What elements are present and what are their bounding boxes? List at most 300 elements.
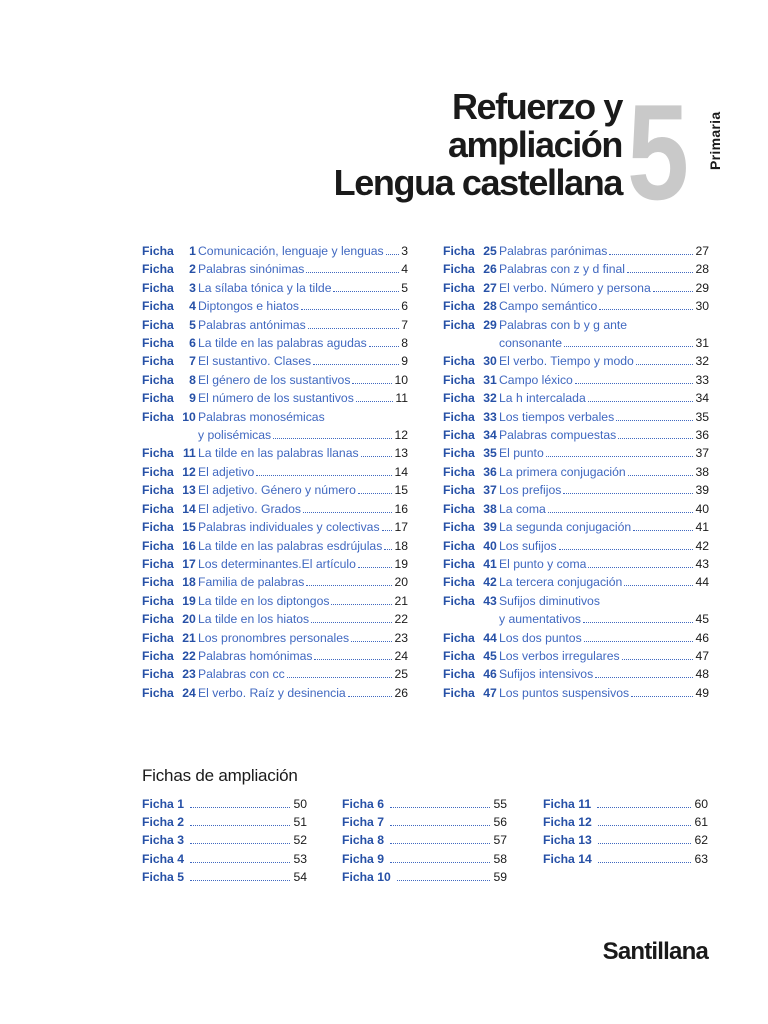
toc-entry-page: 35 — [695, 409, 709, 424]
toc-entry[interactable] — [443, 408, 709, 426]
toc-entry-title: Palabras sinónimas — [198, 262, 305, 277]
toc-entry-ficha — [443, 629, 499, 647]
toc-entry-number: 10 — [182, 409, 196, 424]
toc-entry-ficha — [142, 555, 198, 573]
toc-entry-number: 28 — [483, 299, 497, 314]
toc-entry[interactable] — [443, 426, 709, 444]
toc-entry-ficha — [142, 260, 198, 278]
toc-entry-number: 8 — [189, 372, 196, 387]
toc-entry-ficha-label: Ficha — [142, 280, 174, 295]
toc-entry[interactable] — [142, 592, 408, 610]
toc-entry-ficha-label: Ficha — [142, 372, 174, 387]
toc-entry-body — [198, 297, 408, 315]
toc-entry-ficha-label: Ficha — [142, 446, 174, 461]
toc-entry[interactable] — [443, 555, 709, 573]
toc-entry[interactable] — [142, 408, 408, 426]
toc-entry[interactable] — [443, 481, 709, 499]
ampliacion-entry[interactable] — [142, 831, 307, 849]
ampliacion-entry[interactable] — [142, 795, 307, 813]
toc-entry-ficha-label: Ficha — [142, 244, 174, 258]
dot-leader — [390, 825, 490, 826]
ampliacion-entry-page: 59 — [493, 869, 507, 884]
toc-entry[interactable] — [142, 665, 408, 683]
toc-entry-body — [198, 426, 408, 444]
toc-entry-ficha-label: Ficha — [443, 244, 475, 258]
ampliacion-entry-page: 54 — [293, 869, 307, 884]
dot-leader — [361, 456, 393, 457]
toc-entry-page: 44 — [695, 575, 709, 590]
toc-entry-ficha — [443, 573, 499, 591]
toc-entry-body — [499, 408, 709, 426]
toc-entry-number: 44 — [483, 630, 497, 645]
toc-entry-title: La tilde en los hiatos — [198, 612, 310, 627]
toc-entry-ficha-label: Ficha — [142, 648, 174, 663]
ampliacion-entry-page: 58 — [493, 851, 507, 866]
toc-entry[interactable] — [443, 592, 709, 610]
toc-entry[interactable] — [142, 481, 408, 499]
toc-entry-body — [499, 647, 709, 665]
dot-leader — [390, 843, 490, 844]
dot-leader — [356, 401, 394, 402]
dot-leader — [622, 659, 694, 660]
ampliacion-entry[interactable] — [342, 868, 507, 886]
toc-entry-ficha — [142, 371, 198, 389]
dot-leader — [624, 585, 693, 586]
toc-entry-body — [499, 334, 709, 352]
toc-entry[interactable] — [443, 573, 709, 591]
dot-leader — [631, 696, 693, 697]
toc-entry-page: 8 — [401, 336, 408, 351]
toc-entry[interactable] — [142, 444, 408, 462]
dot-leader — [598, 843, 692, 844]
ampliacion-entry[interactable] — [543, 831, 708, 849]
toc-entry-page: 11 — [395, 391, 408, 406]
toc-entry-title: Los verbos irregulares — [499, 648, 620, 663]
toc-entry-title: El adjetivo. Grados — [198, 501, 301, 516]
ampliacion-entry-page: 52 — [293, 833, 307, 848]
toc-entry[interactable] — [142, 518, 408, 536]
toc-entry-ficha-label: Ficha — [443, 428, 475, 443]
dot-leader — [584, 641, 694, 642]
toc-entry-page: 38 — [695, 464, 709, 479]
toc-entry-ficha-label: Ficha — [443, 372, 475, 387]
title-line-2: ampliación — [447, 124, 622, 165]
dot-leader — [633, 530, 693, 531]
toc-entry-page: 41 — [695, 520, 709, 535]
toc-entry-title: Los prefijos — [499, 483, 562, 498]
toc-entry[interactable] — [142, 334, 408, 352]
toc-entry-ficha — [443, 500, 499, 518]
toc-entry-title: La primera conjugación — [499, 464, 626, 479]
ampliacion-entry-label: Ficha 5 — [142, 869, 184, 884]
toc-entry-page: 18 — [394, 538, 408, 553]
ampliacion-entry[interactable] — [142, 813, 307, 831]
dot-leader — [628, 475, 694, 476]
toc-entry-page: 26 — [394, 685, 408, 700]
toc-entry-ficha-label: Ficha — [443, 409, 475, 424]
toc-entry-ficha-label: Ficha — [443, 538, 475, 553]
toc-entry-number: 46 — [483, 667, 497, 682]
toc-entry[interactable] — [443, 279, 709, 297]
toc-entry-ficha-label: Ficha — [142, 630, 174, 645]
toc-entry-number: 14 — [182, 501, 196, 516]
toc-entry-ficha — [443, 647, 499, 665]
ampliacion-entry-label: Ficha 12 — [543, 815, 592, 830]
dot-leader — [303, 512, 392, 513]
dot-leader — [306, 585, 392, 586]
toc-entry-ficha-label: Ficha — [443, 483, 475, 498]
ampliacion-entry-label: Ficha 11 — [543, 797, 592, 811]
toc-entry[interactable] — [142, 426, 408, 444]
toc-entry-body — [499, 481, 709, 499]
toc-entry-title: Los tiempos verbales — [499, 409, 615, 424]
toc-entry[interactable] — [443, 334, 709, 352]
toc-entry-ficha — [443, 297, 499, 315]
dot-leader — [653, 291, 694, 292]
toc-entry[interactable] — [142, 610, 408, 628]
toc-entry-ficha — [443, 389, 499, 407]
dot-leader — [384, 549, 392, 550]
toc-entry-ficha-label: Ficha — [142, 685, 174, 700]
toc-entry-ficha — [142, 279, 198, 297]
toc-entry-ficha — [142, 334, 198, 352]
dot-leader — [390, 807, 490, 808]
toc-entry-page: 33 — [695, 372, 709, 387]
toc-entry-page: 40 — [695, 501, 709, 516]
toc-entry[interactable] — [142, 573, 408, 591]
toc-entry-number: 13 — [182, 483, 196, 498]
ampliacion-column-3 — [543, 795, 708, 868]
toc-entry-ficha-label: Ficha — [142, 538, 174, 553]
toc-entry-number: 23 — [182, 667, 196, 682]
toc-entry-body — [198, 647, 408, 665]
toc-entry[interactable] — [443, 610, 709, 628]
dot-leader — [301, 309, 399, 310]
ampliacion-entry[interactable] — [142, 850, 307, 868]
dot-leader — [636, 364, 694, 365]
toc-entry-ficha-label: Ficha — [142, 409, 174, 424]
toc-entry-ficha-label: Ficha — [142, 520, 174, 535]
toc-entry-ficha — [142, 352, 198, 370]
toc-entry[interactable] — [142, 260, 408, 278]
toc-entry[interactable] — [443, 684, 709, 702]
ampliacion-entry[interactable] — [543, 795, 708, 813]
toc-entry-number: 7 — [189, 354, 196, 369]
toc-entry-number: 21 — [182, 630, 196, 645]
toc-entry-body — [198, 334, 408, 352]
ampliacion-entry-label: Ficha 8 — [342, 833, 384, 848]
toc-entry[interactable] — [443, 463, 709, 481]
toc-entry-title: Palabras con b y g ante — [499, 317, 628, 332]
toc-entry-number: 25 — [483, 244, 497, 258]
toc-entry-ficha — [443, 260, 499, 278]
toc-entry-body — [198, 316, 408, 334]
toc-entry[interactable] — [443, 647, 709, 665]
toc-entry[interactable] — [142, 352, 408, 370]
toc-entry[interactable] — [443, 242, 709, 260]
toc-entry[interactable] — [142, 389, 408, 407]
dot-leader — [190, 843, 290, 844]
toc-entry[interactable] — [443, 297, 709, 315]
ampliacion-entry-label: Ficha 13 — [543, 833, 592, 848]
toc-entry[interactable] — [142, 297, 408, 315]
dot-leader — [627, 272, 693, 273]
toc-entry-title: El adjetivo — [198, 464, 255, 479]
toc-entry-ficha — [443, 371, 499, 389]
ampliacion-entry-page: 56 — [493, 815, 507, 830]
toc-entry-ficha-label: Ficha — [142, 336, 174, 351]
toc-entry-number: 2 — [189, 262, 196, 277]
toc-entry-body — [499, 297, 709, 315]
toc-entry-body — [499, 260, 709, 278]
dot-leader — [358, 567, 393, 568]
ampliacion-column-1 — [142, 795, 307, 886]
toc-entry-page: 48 — [695, 667, 709, 682]
dot-leader — [369, 346, 400, 347]
ampliacion-entry-label: Ficha 2 — [142, 815, 184, 830]
toc-entry-body — [198, 684, 408, 702]
toc-entry-body — [198, 481, 408, 499]
toc-entry-ficha — [443, 684, 499, 702]
toc-entry-ficha-label: Ficha — [142, 354, 174, 369]
toc-entry-body — [198, 444, 408, 462]
toc-entry-number: 3 — [189, 280, 196, 295]
dot-leader — [190, 862, 290, 863]
toc-entry-ficha — [142, 610, 198, 628]
toc-entry-body — [499, 573, 709, 591]
toc-entry-number: 6 — [189, 336, 196, 351]
toc-entry-page: 27 — [695, 244, 709, 258]
toc-entry-ficha-label: Ficha — [443, 593, 475, 608]
dot-leader — [548, 512, 694, 513]
toc-entry[interactable] — [443, 500, 709, 518]
toc-entry-number: 40 — [483, 538, 497, 553]
toc-entry-ficha — [142, 573, 198, 591]
toc-entry-title: La coma — [499, 501, 546, 516]
toc-entry-body — [198, 518, 408, 536]
toc-entry-title: Los dos puntos — [499, 630, 582, 645]
toc-entry-ficha-label: Ficha — [443, 446, 475, 461]
ampliacion-entry-label: Ficha 9 — [342, 851, 384, 866]
toc-entry-body — [198, 463, 408, 481]
toc-entry[interactable] — [443, 665, 709, 683]
toc-entry-title: La tilde en las palabras agudas — [198, 336, 367, 351]
toc-entry-page: 15 — [394, 483, 408, 498]
ampliacion-entry-page: 63 — [694, 851, 708, 866]
toc-entry-page: 39 — [695, 483, 709, 498]
toc-entry[interactable] — [443, 629, 709, 647]
toc-entry-ficha — [142, 592, 198, 610]
toc-entry-title: El sustantivo. Clases — [198, 354, 312, 369]
toc-entry-body — [198, 408, 408, 426]
toc-entry[interactable] — [142, 647, 408, 665]
toc-entry-body — [198, 389, 408, 407]
publisher-logo: Santillana — [602, 938, 708, 965]
toc-entry-ficha-label: Ficha — [443, 464, 475, 479]
dot-leader — [331, 604, 392, 605]
toc-entry-ficha-label: Ficha — [142, 612, 174, 627]
toc-entry-ficha — [142, 665, 198, 683]
toc-entry-page: 13 — [394, 446, 408, 461]
toc-entry-page: 45 — [695, 612, 709, 627]
toc-entry-number: 20 — [182, 612, 196, 627]
dot-leader — [311, 622, 392, 623]
toc-entry-page: 17 — [394, 520, 408, 535]
toc-entry-title: El punto y coma — [499, 556, 587, 571]
toc-entry-number: 24 — [182, 685, 196, 700]
dot-leader — [190, 880, 290, 881]
toc-entry-ficha-label: Ficha — [443, 262, 475, 277]
toc-entry-ficha — [443, 279, 499, 297]
toc-entry-ficha — [443, 352, 499, 370]
toc-entry-ficha-label: Ficha — [443, 317, 475, 332]
toc-entry-number: 22 — [182, 648, 196, 663]
dot-leader — [559, 549, 694, 550]
toc-entry-ficha-label: Ficha — [443, 391, 475, 406]
toc-entry-ficha — [142, 408, 198, 426]
toc-entry-title: Campo semántico — [499, 299, 598, 314]
toc-entry-number: 41 — [483, 556, 497, 571]
toc-entry-ficha — [142, 242, 198, 260]
toc-entry-title: La tilde en los diptongos — [198, 593, 330, 608]
dot-leader — [308, 328, 400, 329]
ampliacion-entry-label: Ficha 7 — [342, 815, 384, 830]
toc-entry[interactable] — [142, 537, 408, 555]
toc-entry-ficha — [142, 481, 198, 499]
dot-leader — [306, 272, 399, 273]
toc-entry-ficha — [142, 518, 198, 536]
toc-entry-body — [499, 444, 709, 462]
toc-entry-title: La sílaba tónica y la tilde — [198, 280, 332, 295]
toc-entry-number: 37 — [483, 483, 497, 498]
ampliacion-entry-page: 51 — [293, 815, 307, 830]
dot-leader — [348, 696, 393, 697]
toc-entry-ficha-label: Ficha — [142, 464, 174, 479]
toc-entry-title: El número de los sustantivos — [198, 391, 354, 406]
toc-entry[interactable] — [443, 260, 709, 278]
ampliacion-entry-label: Ficha 10 — [342, 869, 391, 884]
toc-entry-ficha-label: Ficha — [443, 630, 475, 645]
ampliacion-entry[interactable] — [342, 831, 507, 849]
toc-entry-page: 12 — [394, 428, 408, 443]
toc-entry-ficha-label: Ficha — [443, 280, 475, 295]
toc-entry-ficha-label: Ficha — [443, 501, 475, 516]
toc-entry-body — [499, 555, 709, 573]
toc-entry[interactable] — [142, 500, 408, 518]
toc-entry-title: y polisémicas — [198, 428, 272, 443]
toc-entry[interactable] — [142, 629, 408, 647]
ampliacion-entry[interactable] — [342, 850, 507, 868]
toc-entry[interactable] — [142, 279, 408, 297]
dot-leader — [563, 493, 693, 494]
dot-leader — [358, 493, 393, 494]
toc-entry-title: Diptongos e hiatos — [198, 299, 299, 314]
toc-entry[interactable] — [443, 371, 709, 389]
dot-leader — [190, 825, 290, 826]
toc-entry[interactable] — [142, 555, 408, 573]
toc-entry[interactable] — [142, 242, 408, 260]
toc-entry-title: Palabras con cc — [198, 667, 285, 682]
toc-entry-title: Los sufijos — [499, 538, 557, 553]
ampliacion-entry-label: Ficha 3 — [142, 833, 184, 848]
toc-entry-title: Palabras homónimas — [198, 648, 313, 663]
toc-entry-title: Palabras antónimas — [198, 317, 306, 332]
toc-entry[interactable] — [443, 352, 709, 370]
ampliacion-entry[interactable] — [142, 868, 307, 886]
toc-entry-number: 16 — [182, 538, 196, 553]
toc-entry[interactable] — [142, 316, 408, 334]
toc-entry-number: 30 — [483, 354, 497, 369]
toc-entry-page: 30 — [695, 299, 709, 314]
toc-entry-title: El punto — [499, 446, 544, 461]
toc-entry[interactable] — [142, 371, 408, 389]
toc-entry-body — [198, 260, 408, 278]
toc-entry-title: Palabras individuales y colectivas — [198, 520, 380, 535]
dot-leader — [397, 880, 491, 881]
toc-entry-title: El género de los sustantivos — [198, 372, 351, 387]
toc-entry-ficha-label: Ficha — [443, 556, 475, 571]
toc-entry[interactable] — [443, 444, 709, 462]
toc-entry-ficha-label: Ficha — [443, 520, 475, 535]
toc-entry-number: 26 — [483, 262, 497, 277]
ampliacion-entry[interactable] — [342, 795, 507, 813]
toc-entry-page: 42 — [695, 538, 709, 553]
toc-entry-number: 4 — [189, 299, 196, 314]
toc-entry-ficha-label: Ficha — [443, 667, 475, 682]
title-line-1: Refuerzo y — [451, 86, 622, 127]
toc-entry-title: Los determinantes.El artículo — [198, 556, 356, 571]
grade-number: 5 — [627, 76, 690, 228]
toc-entry-number: 9 — [189, 391, 196, 406]
toc-entry-ficha-label: Ficha — [142, 317, 174, 332]
toc-entry-page: 32 — [695, 354, 709, 369]
toc-entry-ficha — [443, 481, 499, 499]
toc-entry[interactable] — [142, 463, 408, 481]
toc-entry-title: Sufijos intensivos — [499, 667, 594, 682]
toc-entry-ficha — [443, 610, 499, 628]
dot-leader — [287, 677, 393, 678]
toc-entry-number: 29 — [483, 317, 497, 332]
toc-right-column — [443, 242, 709, 702]
toc-entry-title: Palabras parónimas — [499, 244, 608, 258]
toc-entry-page: 31 — [695, 336, 709, 351]
ampliacion-entry[interactable] — [543, 813, 708, 831]
dot-leader — [597, 807, 691, 808]
toc-entry[interactable] — [443, 537, 709, 555]
toc-entry-number: 19 — [182, 593, 196, 608]
toc-entry-ficha-label: Ficha — [443, 575, 475, 590]
toc-entry-page: 10 — [394, 372, 408, 387]
ampliacion-entry[interactable] — [342, 813, 507, 831]
dot-leader — [382, 530, 393, 531]
ampliacion-entry[interactable] — [543, 850, 708, 868]
toc-entry-ficha — [142, 537, 198, 555]
dot-leader — [616, 420, 693, 421]
toc-entry[interactable] — [142, 684, 408, 702]
toc-entry-ficha — [142, 463, 198, 481]
toc-entry-body — [499, 592, 709, 610]
toc-entry[interactable] — [443, 389, 709, 407]
toc-entry-body — [198, 555, 408, 573]
toc-entry-ficha — [443, 665, 499, 683]
toc-entry[interactable] — [443, 518, 709, 536]
toc-entry-title: La tilde en las palabras esdrújulas — [198, 538, 383, 553]
toc-entry[interactable] — [443, 316, 709, 334]
toc-entry-title: La h intercalada — [499, 391, 586, 406]
toc-entry-title: Campo léxico — [499, 372, 573, 387]
toc-entry-number: 38 — [483, 501, 497, 516]
dot-leader — [588, 401, 694, 402]
